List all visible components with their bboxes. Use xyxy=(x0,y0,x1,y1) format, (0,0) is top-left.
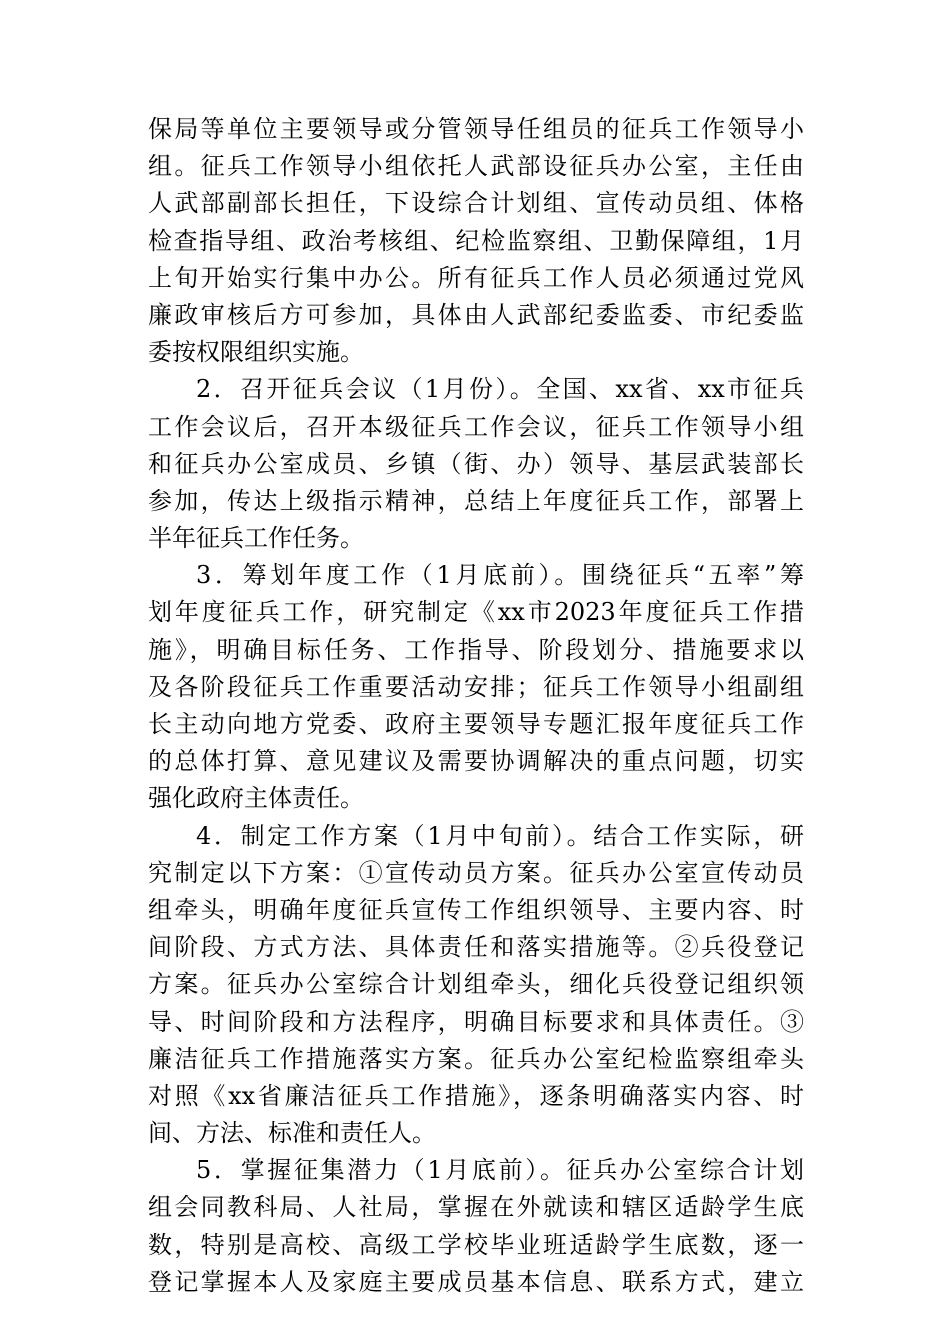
text-line: 廉洁征兵工作措施落实方案。征兵办公室纪检监察组牵头 xyxy=(148,1044,804,1073)
text-line: 施》，明确目标任务、工作指导、阶段划分、措施要求以 xyxy=(148,635,804,664)
text-line: 长主动向地方党委、政府主要领导专题汇报年度征兵工作 xyxy=(148,710,804,738)
text-line: 划年度征兵工作，研究制定《xx市2023年度征兵工作措 xyxy=(148,598,804,627)
text-line: 对照《xx省廉洁征兵工作措施》，逐条明确落实内容、时 xyxy=(148,1081,804,1110)
text-line: 组会同教科局、人社局，掌握在外就读和辖区适龄学生底 xyxy=(148,1193,804,1222)
text-line: 方案。征兵办公室综合计划组牵头，细化兵役登记组织领 xyxy=(148,970,804,999)
text-line: 2．召开征兵会议（1月份）。全国、xx省、xx市征兵 xyxy=(196,375,804,404)
text-line: 参加，传达上级指示精神，总结上年度征兵工作，部署上 xyxy=(148,486,804,515)
text-line: 组。征兵工作领导小组依托人武部设征兵办公室，主任由 xyxy=(148,152,804,181)
text-line: 登记掌握本人及家庭主要成员基本信息、联系方式，建立 xyxy=(148,1267,804,1296)
text-line: 4．制定工作方案（1月中旬前）。结合工作实际，研 xyxy=(196,821,804,850)
text-line: 半年征兵工作任务。 xyxy=(148,524,364,553)
text-line: 间、方法、标准和责任人。 xyxy=(148,1119,436,1148)
text-line: 数，特别是高校、高级工学校毕业班适龄学生底数，逐一 xyxy=(148,1230,804,1259)
text-line: 5．掌握征集潜力（1月底前）。征兵办公室综合计划 xyxy=(196,1156,804,1185)
text-line: 间阶段、方式方法、具体责任和落实措施等。②兵役登记 xyxy=(148,933,804,962)
text-line: 的总体打算、意见建议及需要协调解决的重点问题，切实 xyxy=(148,747,804,776)
text-line: 保局等单位主要领导或分管领导任组员的征兵工作领导小 xyxy=(148,115,804,143)
document-body xyxy=(148,111,804,1301)
text-line: 组牵头，明确年度征兵宣传工作组织领导、主要内容、时 xyxy=(148,895,804,924)
text-line: 检查指导组、政治考核组、纪检监察组、卫勤保障组，1月 xyxy=(148,226,804,255)
text-line: 委按权限组织实施。 xyxy=(148,338,364,367)
text-line: 及各阶段征兵工作重要活动安排；征兵工作领导小组副组 xyxy=(148,672,804,701)
text-line: 上旬开始实行集中办公。所有征兵工作人员必须通过党风 xyxy=(148,263,804,292)
text-line: 廉政审核后方可参加，具体由人武部纪委监委、市纪委监 xyxy=(148,300,804,329)
text-line: 工作会议后，召开本级征兵工作会议，征兵工作领导小组 xyxy=(148,412,804,441)
text-line: 究制定以下方案：①宣传动员方案。征兵办公室宣传动员 xyxy=(148,858,804,887)
text-line: 3．筹划年度工作（1月底前）。围绕征兵“五率”筹 xyxy=(196,561,804,590)
text-line: 强化政府主体责任。 xyxy=(148,784,364,813)
text-line: 导、时间阶段和方法程序，明确目标要求和具体责任。③ xyxy=(148,1007,804,1036)
text-line: 和征兵办公室成员、乡镇（街、办）领导、基层武装部长 xyxy=(148,449,804,478)
text-line: 人武部副部长担任，下设综合计划组、宣传动员组、体格 xyxy=(148,189,804,218)
